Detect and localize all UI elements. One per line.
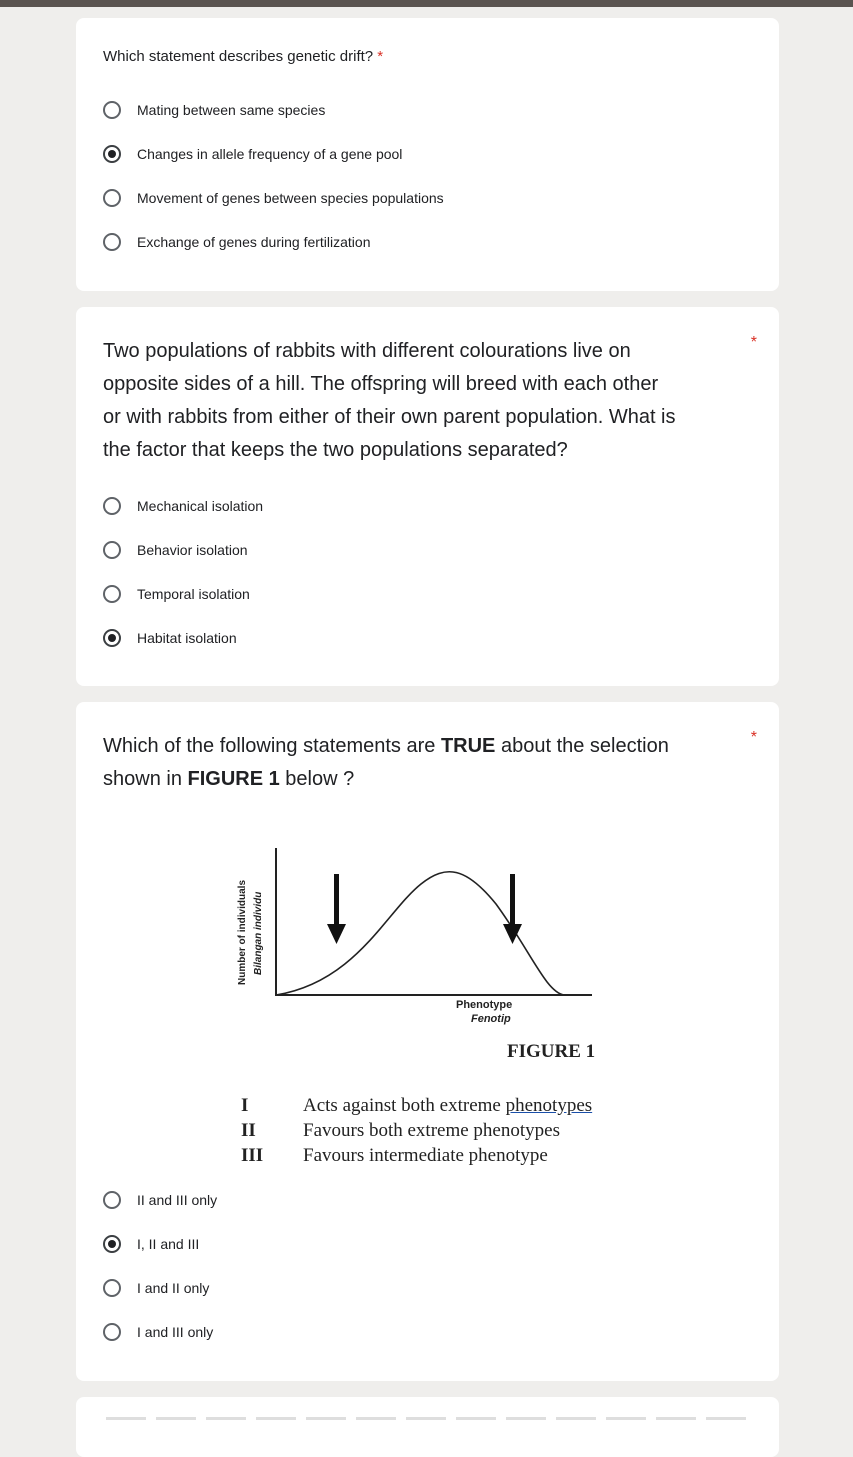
cut-off-question-text — [106, 1417, 746, 1420]
option-habitat-isolation[interactable] — [103, 626, 237, 650]
top-bar — [0, 0, 853, 7]
distribution-curve — [276, 872, 592, 995]
radio-button[interactable] — [103, 1323, 121, 1341]
down-arrow-right-icon — [503, 874, 522, 944]
option-label: I, II and III — [137, 1236, 200, 1252]
y-axis-label-alt: Bilangan individu — [253, 891, 264, 975]
question-line: opposite sides of a hill. The offspring will breed with each other — [103, 373, 659, 395]
radio-button[interactable] — [103, 101, 121, 119]
option-mating-between-same-species[interactable] — [103, 98, 325, 122]
option-label: Exchange of genes during fertilization — [137, 234, 371, 250]
statement-i: I Acts against both extreme phenotypes — [241, 1095, 593, 1116]
question-card-selection-figure — [76, 702, 779, 1381]
required-asterisk: * — [377, 48, 384, 65]
radio-button[interactable] — [103, 1191, 121, 1209]
option-label: Mating between same species — [137, 102, 326, 118]
option-exchange-of-genes[interactable] — [103, 230, 370, 254]
radio-button[interactable] — [103, 497, 121, 515]
down-arrow-left-icon — [327, 874, 346, 944]
option-movement-of-genes[interactable] — [103, 186, 444, 210]
option-label: I and II only — [137, 1280, 210, 1296]
question-title: Which statement describes genetic drift? * — [103, 48, 384, 65]
option-label: Changes in allele frequency of a gene pool — [137, 146, 403, 162]
radio-button[interactable] — [103, 585, 121, 603]
question-line: the factor that keeps the two populations separated? — [103, 439, 568, 461]
question-title — [103, 730, 753, 796]
required-asterisk: * — [750, 729, 757, 746]
figure-caption: FIGURE 1 — [507, 1041, 596, 1062]
figure-1-image — [226, 832, 686, 1182]
question-card-genetic-drift — [76, 18, 779, 291]
option-i-and-iii-only[interactable] — [103, 1320, 213, 1344]
option-changes-in-allele-frequency[interactable] — [103, 142, 402, 166]
option-temporal-isolation[interactable] — [103, 582, 250, 606]
radio-button[interactable] — [103, 189, 121, 207]
radio-button[interactable] — [103, 1279, 121, 1297]
option-label: Movement of genes between species populations — [137, 190, 444, 206]
question-title — [103, 335, 753, 467]
question-line: or with rabbits from either of their own parent population. What is — [103, 406, 676, 428]
option-label: Behavior isolation — [137, 542, 248, 558]
radio-button[interactable] — [103, 541, 121, 559]
option-behavior-isolation[interactable] — [103, 538, 248, 562]
option-label: Temporal isolation — [137, 586, 250, 602]
option-label: Mechanical isolation — [137, 498, 264, 514]
option-mechanical-isolation[interactable] — [103, 494, 263, 518]
option-ii-and-iii-only[interactable] — [103, 1188, 217, 1212]
option-i-ii-and-iii[interactable] — [103, 1232, 199, 1256]
radio-button[interactable] — [103, 233, 121, 251]
statement-iii: III Favours intermediate phenotype — [241, 1145, 548, 1166]
y-axis-label: Number of individuals — [237, 879, 248, 985]
option-label: I and III only — [137, 1324, 214, 1340]
question-card-rabbit-populations — [76, 307, 779, 686]
question-line: Two populations of rabbits with different colourations live on — [103, 340, 631, 362]
option-label: II and III only — [137, 1192, 218, 1208]
option-i-and-ii-only[interactable] — [103, 1276, 209, 1300]
x-axis-label-alt: Fenotip — [471, 1013, 511, 1025]
option-label: Habitat isolation — [137, 630, 237, 646]
radio-button-selected[interactable] — [103, 629, 121, 647]
question-line: Which of the following statements are TRUE about the selection — [103, 735, 669, 757]
radio-button-selected[interactable] — [103, 145, 121, 163]
question-card-next-partial — [76, 1397, 779, 1457]
statement-ii: II Favours both extreme phenotypes — [241, 1120, 560, 1141]
question-line: shown in FIGURE 1 below ? — [103, 768, 355, 790]
x-axis-label: Phenotype — [456, 999, 513, 1011]
radio-button-selected[interactable] — [103, 1235, 121, 1253]
required-asterisk: * — [750, 334, 757, 351]
